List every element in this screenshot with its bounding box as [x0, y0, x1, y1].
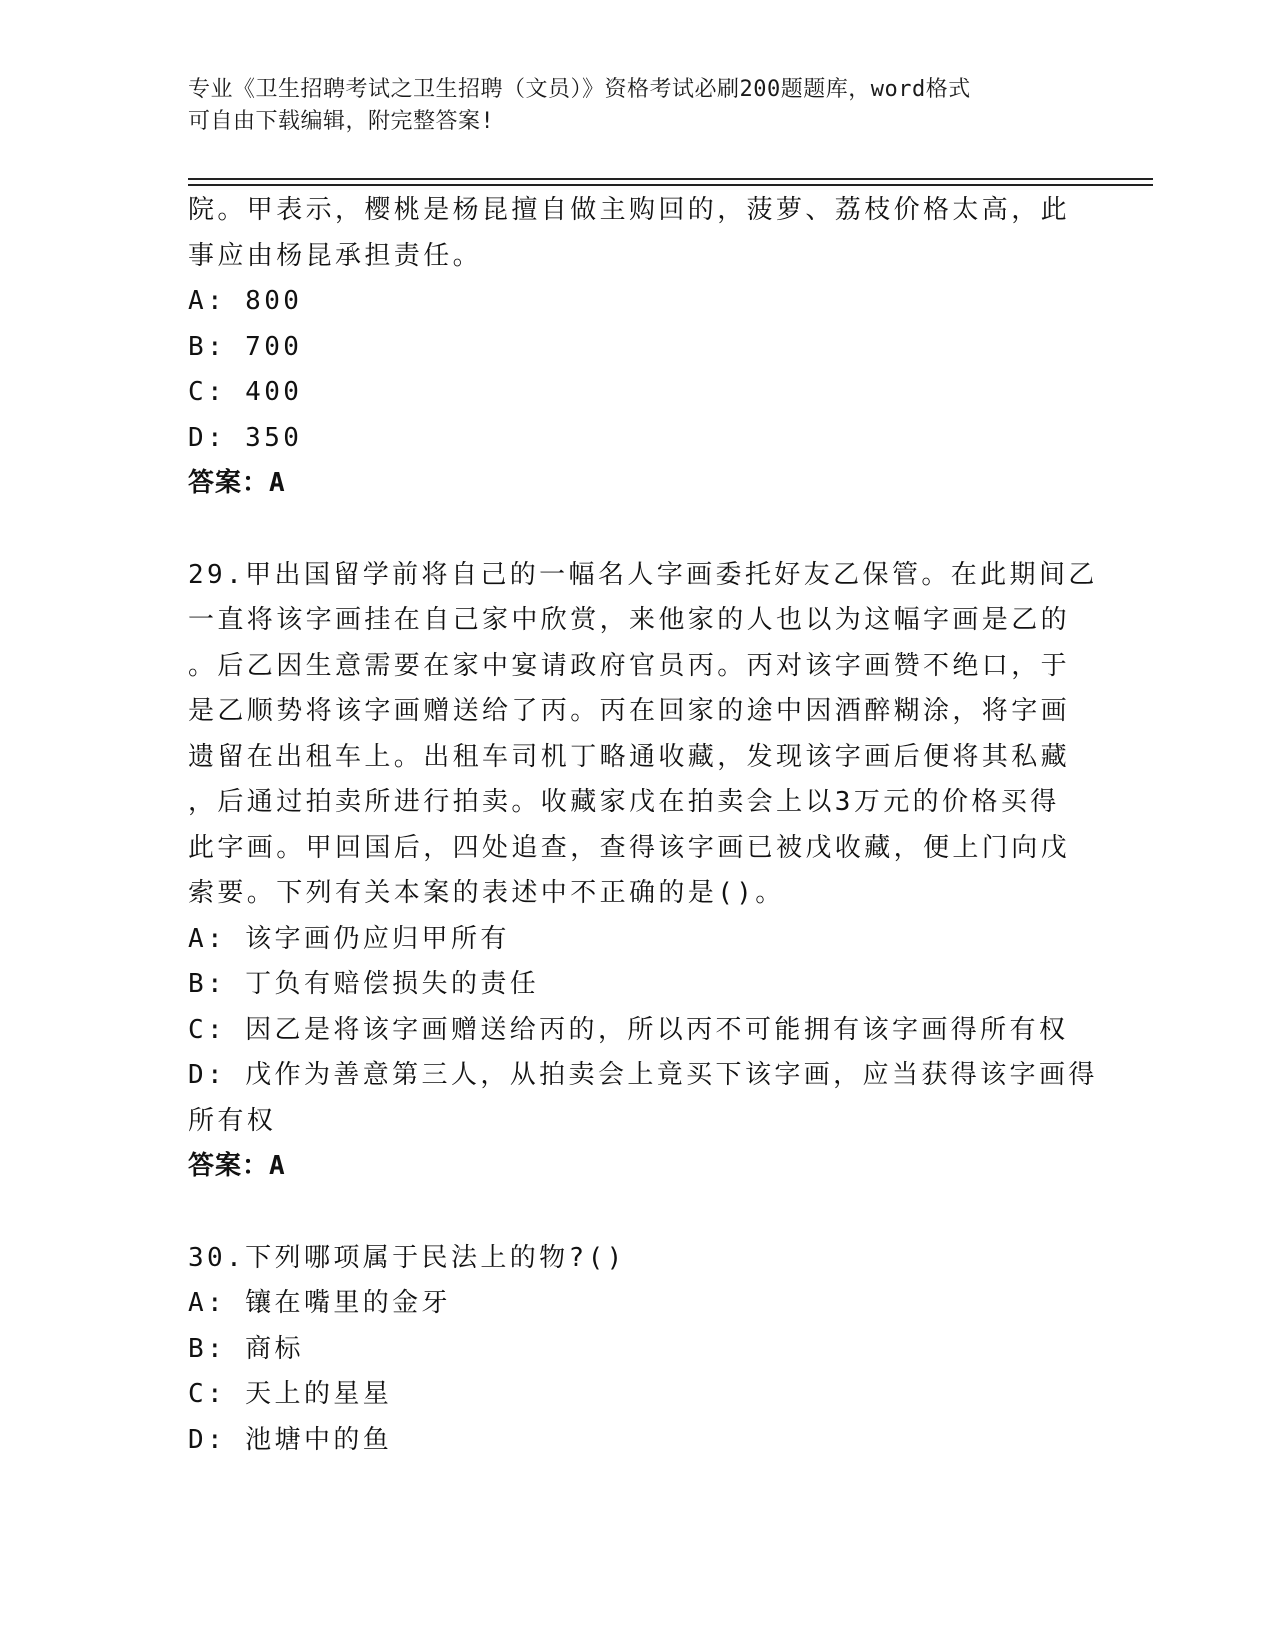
header-line-2: 可自由下载编辑，附完整答案! [188, 109, 495, 134]
question-28-tail [188, 188, 1071, 507]
question-text-line: 此字画。甲回国后，四处追查，查得该字画已被戊收藏，便上门向戊 [188, 832, 1071, 863]
question-gap [188, 1190, 1068, 1236]
question-text-line: 29.甲出国留学前将自己的一幅名人字画委托好友乙保管。在此期间乙 [188, 559, 1098, 590]
option-c: C: 因乙是将该字画赠送给丙的，所以丙不可能拥有该字画得所有权 [188, 1014, 1069, 1045]
question-gap [188, 507, 1068, 553]
option-a: A: 该字画仍应归甲所有 [188, 923, 510, 954]
option-a: A: 镶在嘴里的金牙 [188, 1288, 451, 1318]
question-text-line: 索要。下列有关本案的表述中不正确的是()。 [188, 878, 785, 908]
option-b: B: 700 [188, 331, 303, 362]
question-text-line: ，后通过拍卖所进行拍卖。收藏家戊在拍卖会上以3万元的价格买得 [188, 787, 1060, 817]
answer-line: 答案：A [188, 468, 286, 498]
document-header [188, 74, 1068, 138]
option-d-continued: 所有权 [188, 1105, 277, 1136]
header-divider-bottom [188, 184, 1153, 186]
question-text-line: 遗留在出租车上。出租车司机丁略通收藏，发现该字画后便将其私藏 [188, 741, 1071, 772]
option-c: C: 天上的星星 [188, 1379, 393, 1409]
question-text-line: 一直将该字画挂在自己家中欣赏，来他家的人也以为这幅字画是乙的 [188, 605, 1071, 635]
question-30 [188, 1236, 1068, 1464]
option-a: A: 800 [188, 286, 303, 316]
header-line-1: 专业《卫生招聘考试之卫生招聘（文员）》资格考试必刷200题题库，word格式 [188, 77, 971, 102]
option-d: D: 戊作为善意第三人，从拍卖会上竟买下该字画，应当获得该字画得 [188, 1060, 1098, 1090]
option-b: B: 商标 [188, 1333, 304, 1364]
question-text-line: 事应由杨昆承担责任。 [188, 240, 483, 271]
header-divider-top [188, 178, 1153, 180]
option-c: C: 400 [188, 377, 303, 407]
document-body [188, 188, 1098, 1463]
question-text-line: 是乙顺势将该字画赠送给了丙。丙在回家的途中因酒醉糊涂，将字画 [188, 696, 1071, 726]
question-text-line: 。后乙因生意需要在家中宴请政府官员丙。丙对该字画赞不绝口，于 [188, 650, 1071, 681]
option-d: D: 350 [188, 422, 303, 453]
option-d: D: 池塘中的鱼 [188, 1424, 393, 1455]
question-text-line: 院。甲表示，樱桃是杨昆擅自做主购回的，菠萝、荔枝价格太高，此 [188, 195, 1071, 225]
question-text-line: 30.下列哪项属于民法上的物?() [188, 1242, 626, 1273]
question-29 [188, 553, 1098, 1190]
answer-line: 答案：A [188, 1151, 286, 1181]
option-b: B: 丁负有赔偿损失的责任 [188, 969, 540, 999]
